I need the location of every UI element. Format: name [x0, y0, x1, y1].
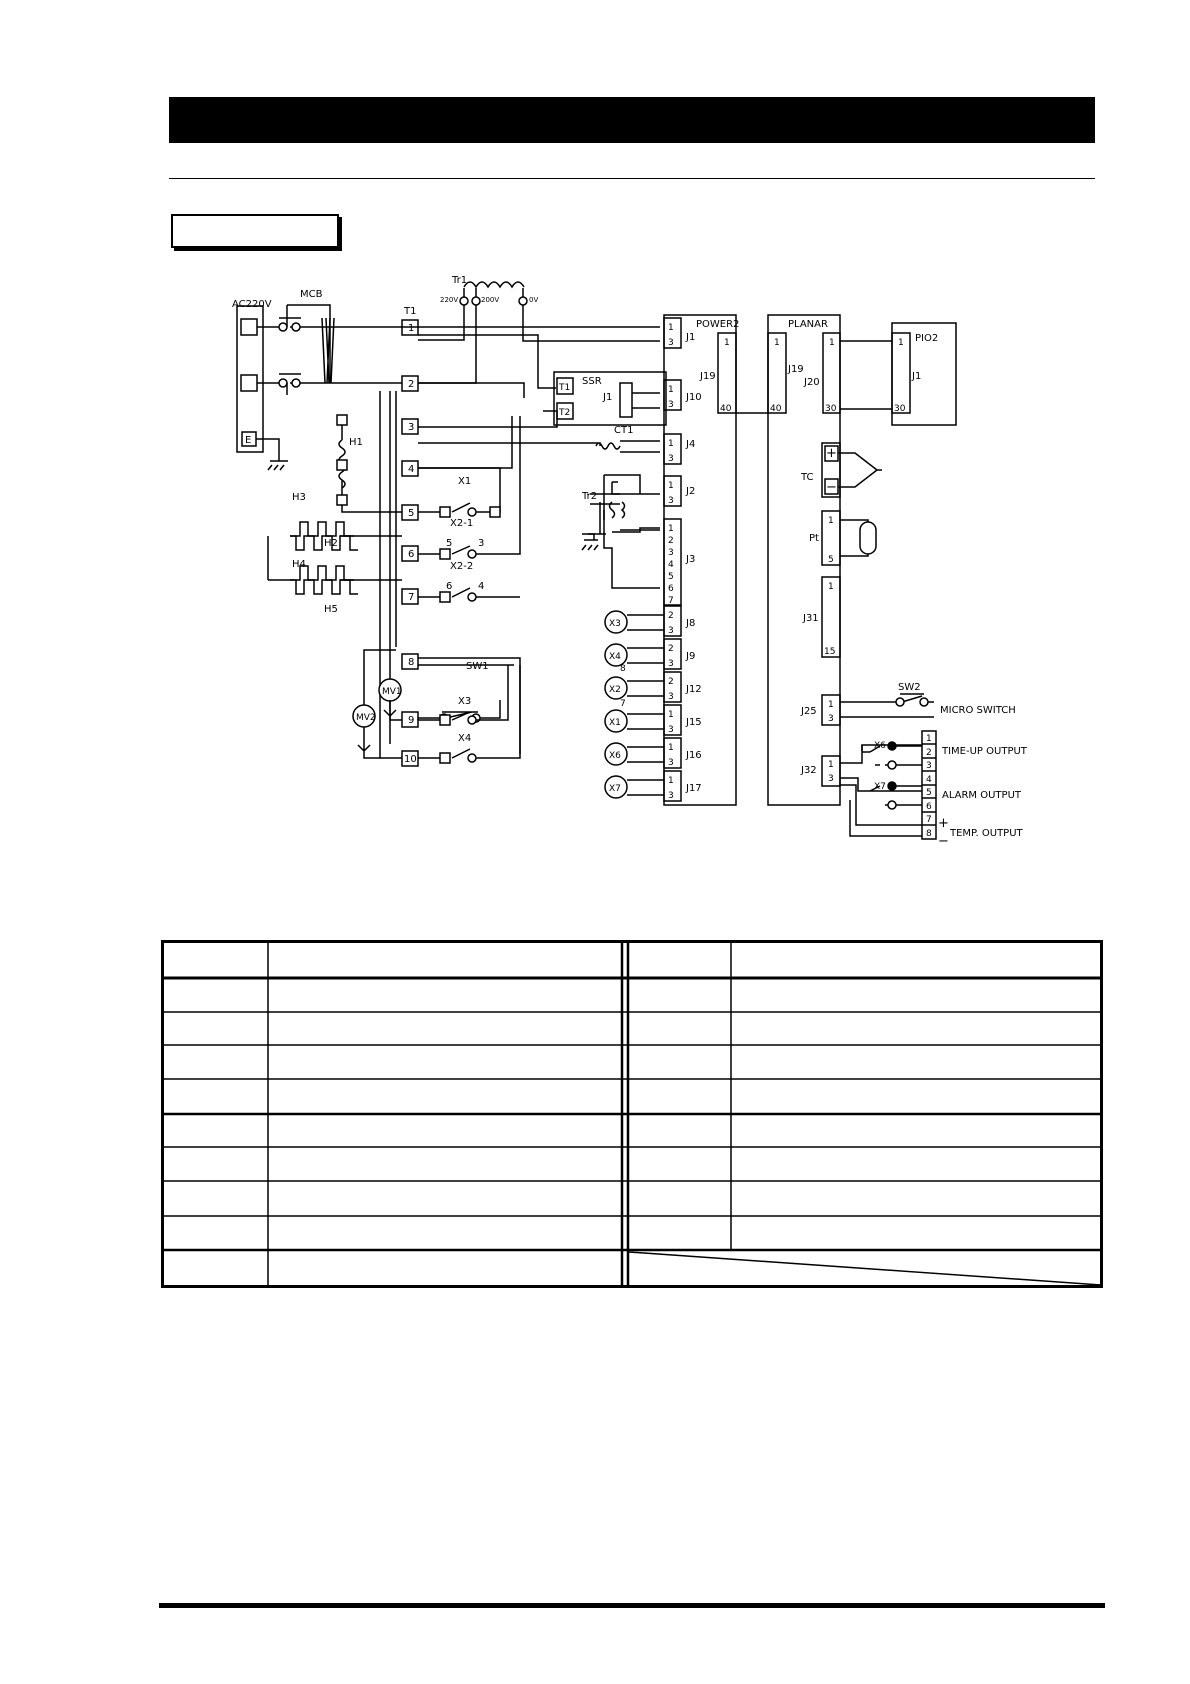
terminal-7: 7 — [408, 592, 415, 603]
j25-pin-3: 3 — [828, 714, 834, 724]
j3-pin-4: 4 — [668, 560, 674, 570]
tr2-label: Tr2 — [582, 491, 598, 502]
planar-j20-top: 1 — [829, 338, 835, 348]
x2-1-pin-b: 3 — [478, 538, 485, 549]
temp-plus: + — [938, 816, 949, 831]
power2-j19-label: J19 — [700, 371, 716, 382]
j1-pin-3: 3 — [668, 338, 674, 348]
terminal-3: 3 — [408, 422, 415, 433]
h4-label: H4 — [292, 559, 306, 570]
temp-minus: − — [938, 834, 949, 849]
ct1-label: CT1 — [614, 425, 634, 436]
sw1-label: SW1 — [466, 661, 489, 672]
ssr-t2-label: T2 — [559, 408, 571, 418]
x4-coil-label: X4 — [609, 652, 621, 662]
j25-label: J25 — [801, 706, 817, 717]
x2-1-contact-label: X2-1 — [450, 518, 474, 529]
h2-label: H2 — [324, 538, 338, 549]
earth-terminal-label: E — [245, 435, 252, 446]
output-terminal-4: 4 — [926, 775, 932, 785]
footer-rule — [159, 1603, 1105, 1608]
ssr-label: SSR — [582, 376, 602, 387]
j1-label: J1 — [686, 332, 696, 343]
x2-2-pin-a: 6 — [446, 581, 453, 592]
j16-pin-3: 3 — [668, 758, 674, 768]
planar-label: PLANAR — [788, 319, 828, 330]
output-terminal-8: 8 — [926, 829, 932, 839]
j10-pin-3: 3 — [668, 400, 674, 410]
tap-220v-label: 220V — [440, 296, 459, 304]
pt-label: Pt — [809, 533, 819, 544]
j3-pin-6: 6 — [668, 584, 674, 594]
mv2-label: MV2 — [356, 713, 376, 723]
j4-pin-1: 1 — [668, 439, 674, 449]
j3-pin-5: 5 — [668, 572, 674, 582]
output-terminal-6: 6 — [926, 802, 932, 812]
alarm-output-label: ALARM OUTPUT — [942, 790, 1021, 801]
planar-j19-top: 1 — [774, 338, 780, 348]
output-terminal-7: 7 — [926, 815, 932, 825]
mcb-label: MCB — [300, 289, 323, 300]
tr1-label: Tr1 — [452, 275, 468, 286]
j3-pin-3: 3 — [668, 548, 674, 558]
pt-pin-5: 5 — [828, 555, 834, 565]
pt-pin-1: 1 — [828, 516, 834, 526]
j4-pin-3: 3 — [668, 454, 674, 464]
x3-contact-label: X3 — [458, 696, 472, 707]
j32-pin-1: 1 — [828, 760, 834, 770]
mv1-label: MV1 — [382, 687, 402, 697]
temp-output-label: TEMP. OUTPUT — [950, 828, 1023, 839]
j9-pin-3: 3 — [668, 659, 674, 669]
terminal-6: 6 — [408, 549, 415, 560]
planar-j19-label: J19 — [788, 364, 804, 375]
x2-pin-8: 8 — [620, 664, 626, 674]
j10-pin-1: 1 — [668, 385, 674, 395]
x2-1-pin-a: 5 — [446, 538, 453, 549]
x1-coil-label: X1 — [609, 718, 621, 728]
j32-label: J32 — [801, 765, 817, 776]
x2-coil-label: X2 — [609, 685, 621, 695]
x2-pin-7: 7 — [620, 699, 626, 709]
output-terminal-1: 1 — [926, 734, 932, 744]
terminal-9: 9 — [408, 715, 415, 726]
ac-terminal-n — [241, 375, 257, 391]
x2-2-pin-b: 4 — [478, 581, 485, 592]
pio2-j1-label: J1 — [912, 371, 922, 382]
j2-pin-1: 1 — [668, 481, 674, 491]
j17-label: J17 — [686, 783, 702, 794]
j3-pin-7: 7 — [668, 596, 674, 606]
ac220v-label: AC220V — [232, 299, 272, 310]
j15-pin-3: 3 — [668, 725, 674, 735]
ssr-j1-label: J1 — [603, 392, 613, 403]
planar-j20-bottom: 30 — [825, 404, 837, 414]
x1-contact-label: X1 — [458, 476, 472, 487]
planar-j31-label: J31 — [803, 613, 819, 624]
j12-pin-2: 2 — [668, 677, 674, 687]
j9-pin-2: 2 — [668, 644, 674, 654]
tap-0v-label: 0V — [529, 296, 539, 304]
planar-j19-bottom: 40 — [770, 404, 782, 414]
j17-pin-1: 1 — [668, 776, 674, 786]
t1-label: T1 — [404, 306, 417, 317]
time-up-output-label: TIME-UP OUTPUT — [942, 746, 1027, 757]
parts-table — [161, 940, 1103, 1288]
x3-coil-label: X3 — [609, 619, 621, 629]
j8-label: J8 — [686, 618, 696, 629]
tc-minus: − — [826, 480, 837, 495]
j15-pin-1: 1 — [668, 710, 674, 720]
x4-contact-label: X4 — [458, 733, 472, 744]
j2-label: J2 — [686, 486, 696, 497]
j3-label: J3 — [686, 554, 696, 565]
pio2-j1-bottom: 30 — [894, 404, 906, 414]
h5-label: H5 — [324, 604, 338, 615]
j12-pin-3: 3 — [668, 692, 674, 702]
output-terminal-3: 3 — [926, 761, 932, 771]
x7-coil-label: X7 — [609, 784, 621, 794]
j32-pin-3: 3 — [828, 774, 834, 784]
j25-pin-1: 1 — [828, 700, 834, 710]
output-terminal-2: 2 — [926, 748, 932, 758]
terminal-8: 8 — [408, 657, 415, 668]
j12-label: J12 — [686, 684, 702, 695]
h1-label: H1 — [349, 437, 363, 448]
j15-label: J15 — [686, 717, 702, 728]
j4-label: J4 — [686, 439, 696, 450]
j2-pin-3: 3 — [668, 496, 674, 506]
terminal-5: 5 — [408, 508, 415, 519]
j3-pin-1: 1 — [668, 524, 674, 534]
j1-pin-1: 1 — [668, 323, 674, 333]
power2-label: POWER2 — [696, 319, 740, 330]
output-terminal-5: 5 — [926, 788, 932, 798]
micro-switch-label: MICRO SWITCH — [940, 705, 1016, 716]
x7-contact-label: X7 — [874, 782, 886, 792]
terminal-4: 4 — [408, 464, 415, 475]
terminal-2: 2 — [408, 379, 415, 390]
j3-pin-2: 2 — [668, 536, 674, 546]
j8-pin-3: 3 — [668, 626, 674, 636]
x2-2-contact-label: X2-2 — [450, 561, 474, 572]
pio2-label: PIO2 — [915, 333, 939, 344]
tap-200v-label: 200V — [481, 296, 500, 304]
terminal-1: 1 — [408, 323, 415, 334]
power2-j19-bottom: 40 — [720, 404, 732, 414]
j9-label: J9 — [686, 651, 696, 662]
j16-label: J16 — [686, 750, 702, 761]
planar-j31-bottom: 15 — [824, 647, 836, 657]
tc-plus: + — [826, 446, 837, 461]
x6-contact-label: X6 — [874, 741, 886, 751]
sw2-label: SW2 — [898, 682, 921, 693]
h3-label: H3 — [292, 492, 306, 503]
ac-terminal-l — [241, 319, 257, 335]
x6-coil-label: X6 — [609, 751, 621, 761]
j17-pin-3: 3 — [668, 791, 674, 801]
power2-j19-top: 1 — [724, 338, 730, 348]
planar-j31-top: 1 — [828, 582, 834, 592]
tc-label: TC — [801, 472, 814, 483]
j16-pin-1: 1 — [668, 743, 674, 753]
pio2-j1-top: 1 — [898, 338, 904, 348]
terminal-10: 10 — [404, 754, 417, 765]
j10-label: J10 — [686, 392, 702, 403]
planar-j20-label: J20 — [804, 377, 820, 388]
j8-pin-2: 2 — [668, 611, 674, 621]
ssr-t1-label: T1 — [559, 383, 571, 393]
power2-board — [664, 315, 736, 805]
